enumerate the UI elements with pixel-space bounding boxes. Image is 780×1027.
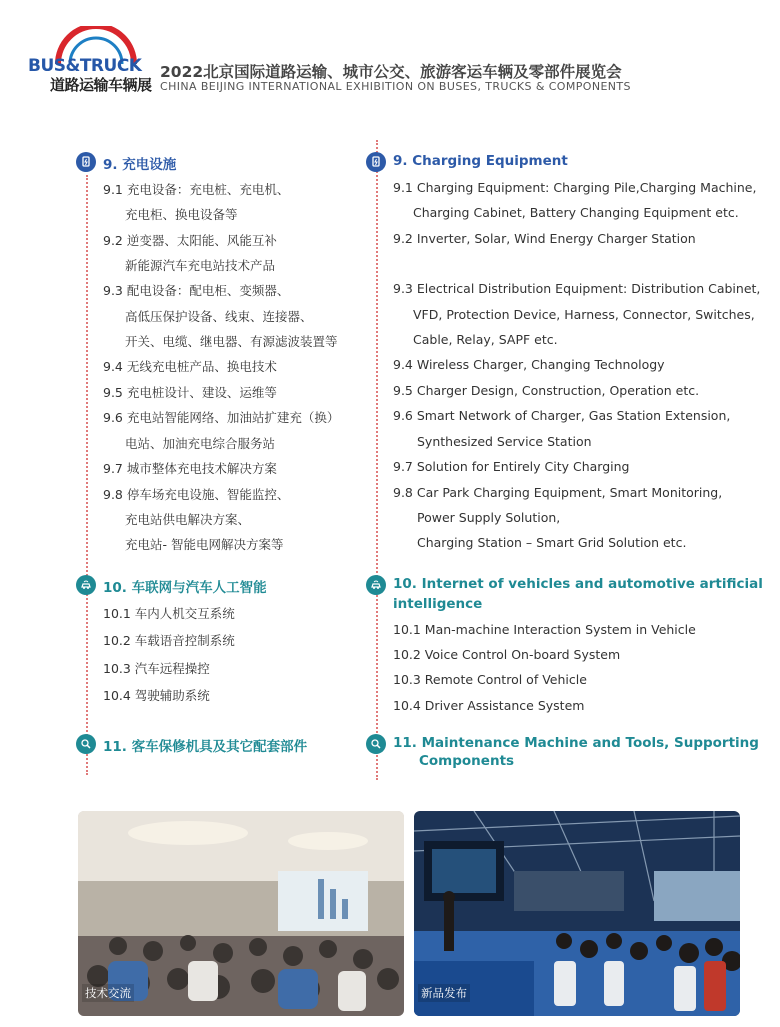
list-item: Cable, Relay, SAPF etc. [413,332,558,347]
list-item: 9.1 Charging Equipment: Charging Pile,Charging Machine, [393,180,757,195]
section-11-title-en: 11. Maintenance Machine and Tools, Supporting [393,735,759,751]
section-11-title-cn: 11. 客车保修机具及其它配套部件 [103,739,308,755]
wrench-search-icon [366,734,386,754]
list-item: 9.8 Car Park Charging Equipment, Smart Monitoring, [393,485,723,500]
list-item: 10.1 车内人机交互系统 [103,606,235,621]
list-item: 9.5 Charger Design, Construction, Operation etc. [393,383,700,398]
list-item: 9.2 逆变器、太阳能、风能互补 [103,233,277,248]
list-item: 10.2 Voice Control On-board System [393,647,621,662]
list-item: 9.6 充电站智能网络、加油站扩建充（换） [103,410,340,425]
wrench-search-icon [76,734,96,754]
list-item: Power Supply Solution, [417,510,561,525]
exhibition-title-en: CHINA BEIJING INTERNATIONAL EXHIBITION ON BUSES, TRUCKS & COMPONENTS [160,80,631,93]
list-item: 10.3 Remote Control of Vehicle [393,672,587,687]
list-item: 9.7 城市整体充电技术解决方案 [103,461,277,476]
list-item: 开关、电缆、继电器、有源滤波装置等 [125,334,338,349]
list-item: 充电站供电解决方案、 [125,512,251,527]
list-item: 9.5 充电桩设计、建设、运维等 [103,385,277,400]
list-item: 10.3 汽车远程操控 [103,661,210,676]
list-item: 9.4 无线充电桩产品、换电技术 [103,359,277,374]
list-item: 9.3 配电设备：配电柜、变频器、 [103,283,290,298]
section-10-title-en: 10. Internet of vehicles and automotive artificial [393,576,763,592]
list-item: Synthesized Service Station [417,434,592,449]
network-car-icon [366,575,386,595]
section-9-title-cn: 9. 充电设施 [103,157,177,173]
list-item: 9.4 Wireless Charger, Changing Technology [393,357,665,372]
list-item: 9.3 Electrical Distribution Equipment: Distribution Cabinet, [393,281,761,296]
list-item: 9.8 停车场充电设施、智能监控、 [103,487,290,502]
list-item: 9.6 Smart Network of Charger, Gas Station Extension, [393,408,731,423]
list-item: 电站、加油充电综合服务站 [125,436,276,451]
photo-caption: 技术交流 [82,984,134,1002]
list-item: 充电柜、换电设备等 [125,207,238,222]
logo-subtitle: 道路运输车辆展 [50,76,152,94]
list-item: 9.2 Inverter, Solar, Wind Energy Charger Station [393,231,696,246]
bus-truck-logo [28,26,152,94]
charging-icon [76,152,96,172]
list-item: 9.7 Solution for Entirely City Charging [393,459,630,474]
section-10-title-cn: 10. 车联网与汽车人工智能 [103,580,267,596]
section-10-title-en-cont: intelligence [393,596,483,612]
right-dotted-guide [376,140,378,780]
list-item: VFD, Protection Device, Harness, Connector, Switches, [413,307,755,322]
left-dotted-guide [86,175,88,775]
list-item: 10.1 Man-machine Interaction System in Vehicle [393,622,696,637]
list-item: 10.2 车载语音控制系统 [103,633,235,648]
list-item: 9.1 充电设备：充电桩、充电机、 [103,182,290,197]
section-9-title-en: 9. Charging Equipment [393,153,568,169]
photo-product-launch [414,811,740,1016]
photo-technical-exchange [78,811,404,1016]
exhibition-title-cn: 2022北京国际道路运输、城市公交、旅游客运车辆及零部件展览会 [160,63,622,81]
list-item: Charging Station – Smart Grid Solution etc. [417,535,687,550]
charging-icon [366,152,386,172]
list-item: 新能源汽车充电站技术产品 [125,258,276,273]
page-header [0,0,780,110]
section-11-title-en-cont: Components [419,753,515,769]
list-item: 高低压保护设备、线束、连接器、 [125,309,313,324]
list-item: Charging Cabinet, Battery Changing Equipment etc. [413,205,739,220]
photo-caption: 新品发布 [418,984,470,1002]
list-item: 10.4 驾驶辅助系统 [103,688,210,703]
list-item: 充电站- 智能电网解决方案等 [125,537,284,552]
list-item: 10.4 Driver Assistance System [393,698,585,713]
network-car-icon [76,575,96,595]
logo-wordmark: BUS&TRUCK [28,56,142,76]
